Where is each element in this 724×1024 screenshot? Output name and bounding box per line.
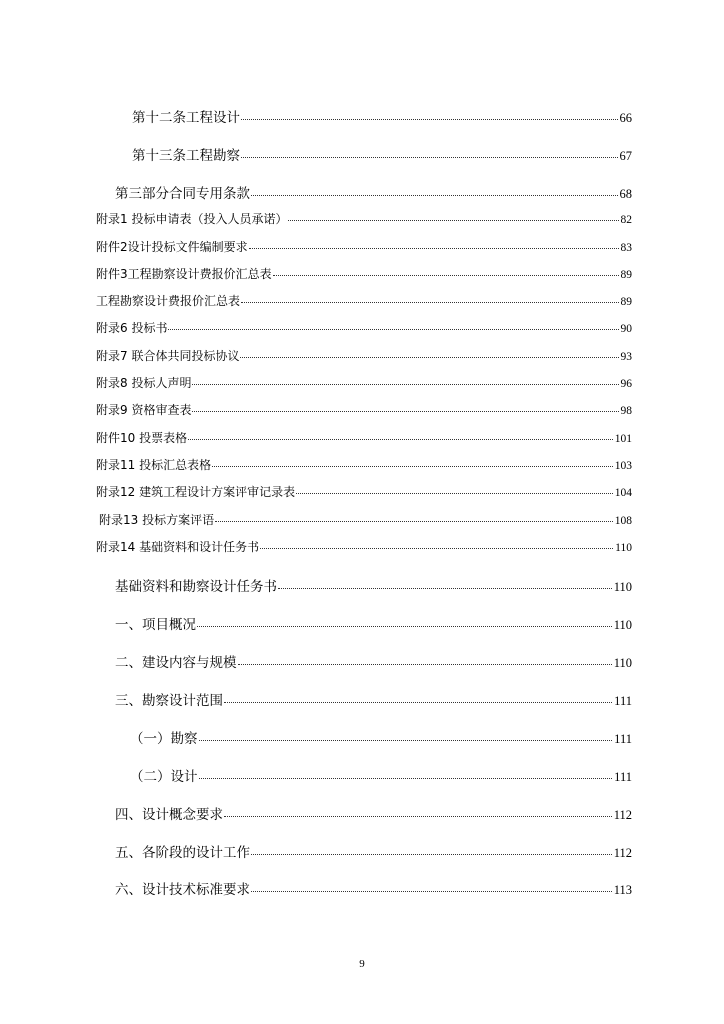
toc-entry[interactable] (132, 144, 632, 164)
toc-dot-leader (278, 588, 612, 589)
toc-dot-leader (296, 493, 613, 494)
toc-entry-title: 附录7 联合体共同投标协议 (96, 349, 240, 363)
toc-entry-page: 104 (614, 487, 632, 499)
toc-dot-leader (249, 248, 619, 249)
toc-entry[interactable] (96, 319, 632, 336)
toc-entry-page: 111 (614, 694, 632, 708)
toc-entry-title: 附录14 基础资料和设计任务书 (96, 540, 260, 554)
toc-entry-title: （二）设计 (130, 769, 198, 785)
toc-entry-title: 基础资料和勘察设计任务书 (115, 579, 277, 595)
toc-entry[interactable] (115, 803, 632, 823)
toc-dot-leader (168, 329, 618, 330)
toc-entry[interactable] (115, 613, 632, 633)
toc-entry[interactable] (96, 456, 632, 473)
toc-entry-page: 90 (620, 323, 632, 335)
toc-entry[interactable] (132, 106, 632, 126)
toc-dot-leader (192, 384, 618, 385)
toc-entry[interactable] (99, 511, 632, 528)
toc-dot-leader (224, 702, 612, 703)
toc-entry[interactable] (115, 689, 632, 709)
toc-entry-title: 附录11 投标汇总表格 (96, 458, 212, 472)
toc-entry-page: 89 (620, 269, 632, 281)
toc-entry-title: 六、设计技术标准要求 (115, 882, 250, 898)
toc-entry-page: 110 (613, 656, 632, 670)
toc-entry[interactable] (96, 238, 632, 255)
toc-entry-title: 附录9 资格审查表 (96, 403, 192, 417)
toc-entry[interactable] (96, 374, 632, 391)
toc-dot-leader (192, 411, 618, 412)
toc-entry[interactable] (96, 210, 632, 227)
toc-dot-leader (241, 302, 618, 303)
toc-entry-title: 四、设计概念要求 (115, 807, 223, 823)
toc-entry-title: 五、各阶段的设计工作 (115, 845, 250, 861)
toc-entry-page: 108 (614, 515, 632, 527)
toc-entry-page: 110 (613, 618, 632, 632)
toc-entry[interactable] (96, 429, 632, 446)
toc-entry[interactable] (96, 347, 632, 364)
toc-dot-leader (224, 816, 612, 817)
toc-dot-leader (199, 778, 613, 779)
toc-entry[interactable] (96, 538, 632, 555)
toc-entry[interactable] (130, 765, 632, 785)
toc-entry-page: 113 (613, 883, 632, 897)
toc-entry[interactable] (115, 182, 632, 202)
toc-dot-leader (251, 891, 612, 892)
toc-entry-page: 112 (613, 846, 632, 860)
toc-entry[interactable] (115, 841, 632, 861)
toc-entry-title: 附录13 投标方案评语 (99, 513, 215, 527)
toc-entry-page: 82 (620, 214, 632, 226)
toc-dot-leader (212, 466, 613, 467)
toc-entry[interactable] (115, 878, 632, 898)
toc-entry-page: 89 (620, 296, 632, 308)
toc-dot-leader (251, 195, 618, 196)
toc-dot-leader (238, 664, 612, 665)
toc-entry-title: 附录12 建筑工程设计方案评审记录表 (96, 485, 296, 499)
toc-entry-page: 101 (614, 433, 632, 445)
toc-entry[interactable] (96, 483, 632, 500)
toc-dot-leader (188, 439, 613, 440)
toc-entry-page: 83 (620, 242, 632, 254)
toc-entry-title: 第十三条工程勘察 (132, 148, 240, 164)
toc-entry-page: 110 (613, 580, 632, 594)
toc-entry-page: 66 (619, 111, 632, 125)
toc-entry-title: 附录6 投标书 (96, 321, 168, 335)
toc-entry[interactable] (96, 292, 632, 309)
toc-dot-leader (199, 740, 613, 741)
toc-dot-leader (260, 548, 613, 549)
toc-entry-title: 工程勘察设计费报价汇总表 (96, 294, 241, 308)
toc-entry-title: （一）勘察 (130, 731, 198, 747)
toc-entry-title: 第三部分合同专用条款 (115, 186, 250, 202)
toc-entry-page: 93 (620, 351, 632, 363)
toc-entry[interactable] (115, 651, 632, 671)
toc-entry-title: 二、建设内容与规模 (115, 655, 237, 671)
toc-dot-leader (288, 220, 618, 221)
toc-entry-title: 附录1 投标申请表（投入人员承诺） (96, 212, 288, 226)
toc-entry-page: 111 (614, 770, 632, 784)
toc-entry-page: 112 (613, 808, 632, 822)
toc-dot-leader (215, 521, 613, 522)
toc-entry-page: 68 (619, 187, 632, 201)
toc-entry-page: 110 (615, 542, 632, 554)
toc-dot-leader (240, 357, 618, 358)
toc-dot-leader (241, 157, 618, 158)
page-number: 9 (359, 958, 365, 970)
toc-entry-page: 103 (614, 460, 632, 472)
toc-entry-title: 三、勘察设计范围 (115, 693, 223, 709)
toc-entry[interactable] (130, 727, 632, 747)
toc-entry[interactable] (115, 575, 632, 595)
toc-dot-leader (241, 119, 618, 120)
toc-dot-leader (197, 626, 612, 627)
toc-entry-title: 一、项目概况 (115, 617, 196, 633)
toc-entry-title: 附录8 投标人声明 (96, 376, 192, 390)
toc-entry-page: 111 (614, 732, 632, 746)
toc-dot-leader (273, 275, 619, 276)
toc-entry[interactable] (96, 401, 632, 418)
toc-dot-leader (251, 854, 612, 855)
toc-entry-title: 附件2设计投标文件编制要求 (96, 240, 248, 254)
toc-entry-title: 附件3工程勘察设计费报价汇总表 (96, 267, 272, 281)
toc-entry-page: 98 (620, 405, 632, 417)
toc-entry-title: 第十二条工程设计 (132, 110, 240, 126)
toc-entry-page: 96 (620, 378, 632, 390)
toc-entry-title: 附件10 投票表格 (96, 431, 188, 445)
toc-entry[interactable] (96, 265, 632, 282)
toc-entry-page: 67 (619, 149, 632, 163)
